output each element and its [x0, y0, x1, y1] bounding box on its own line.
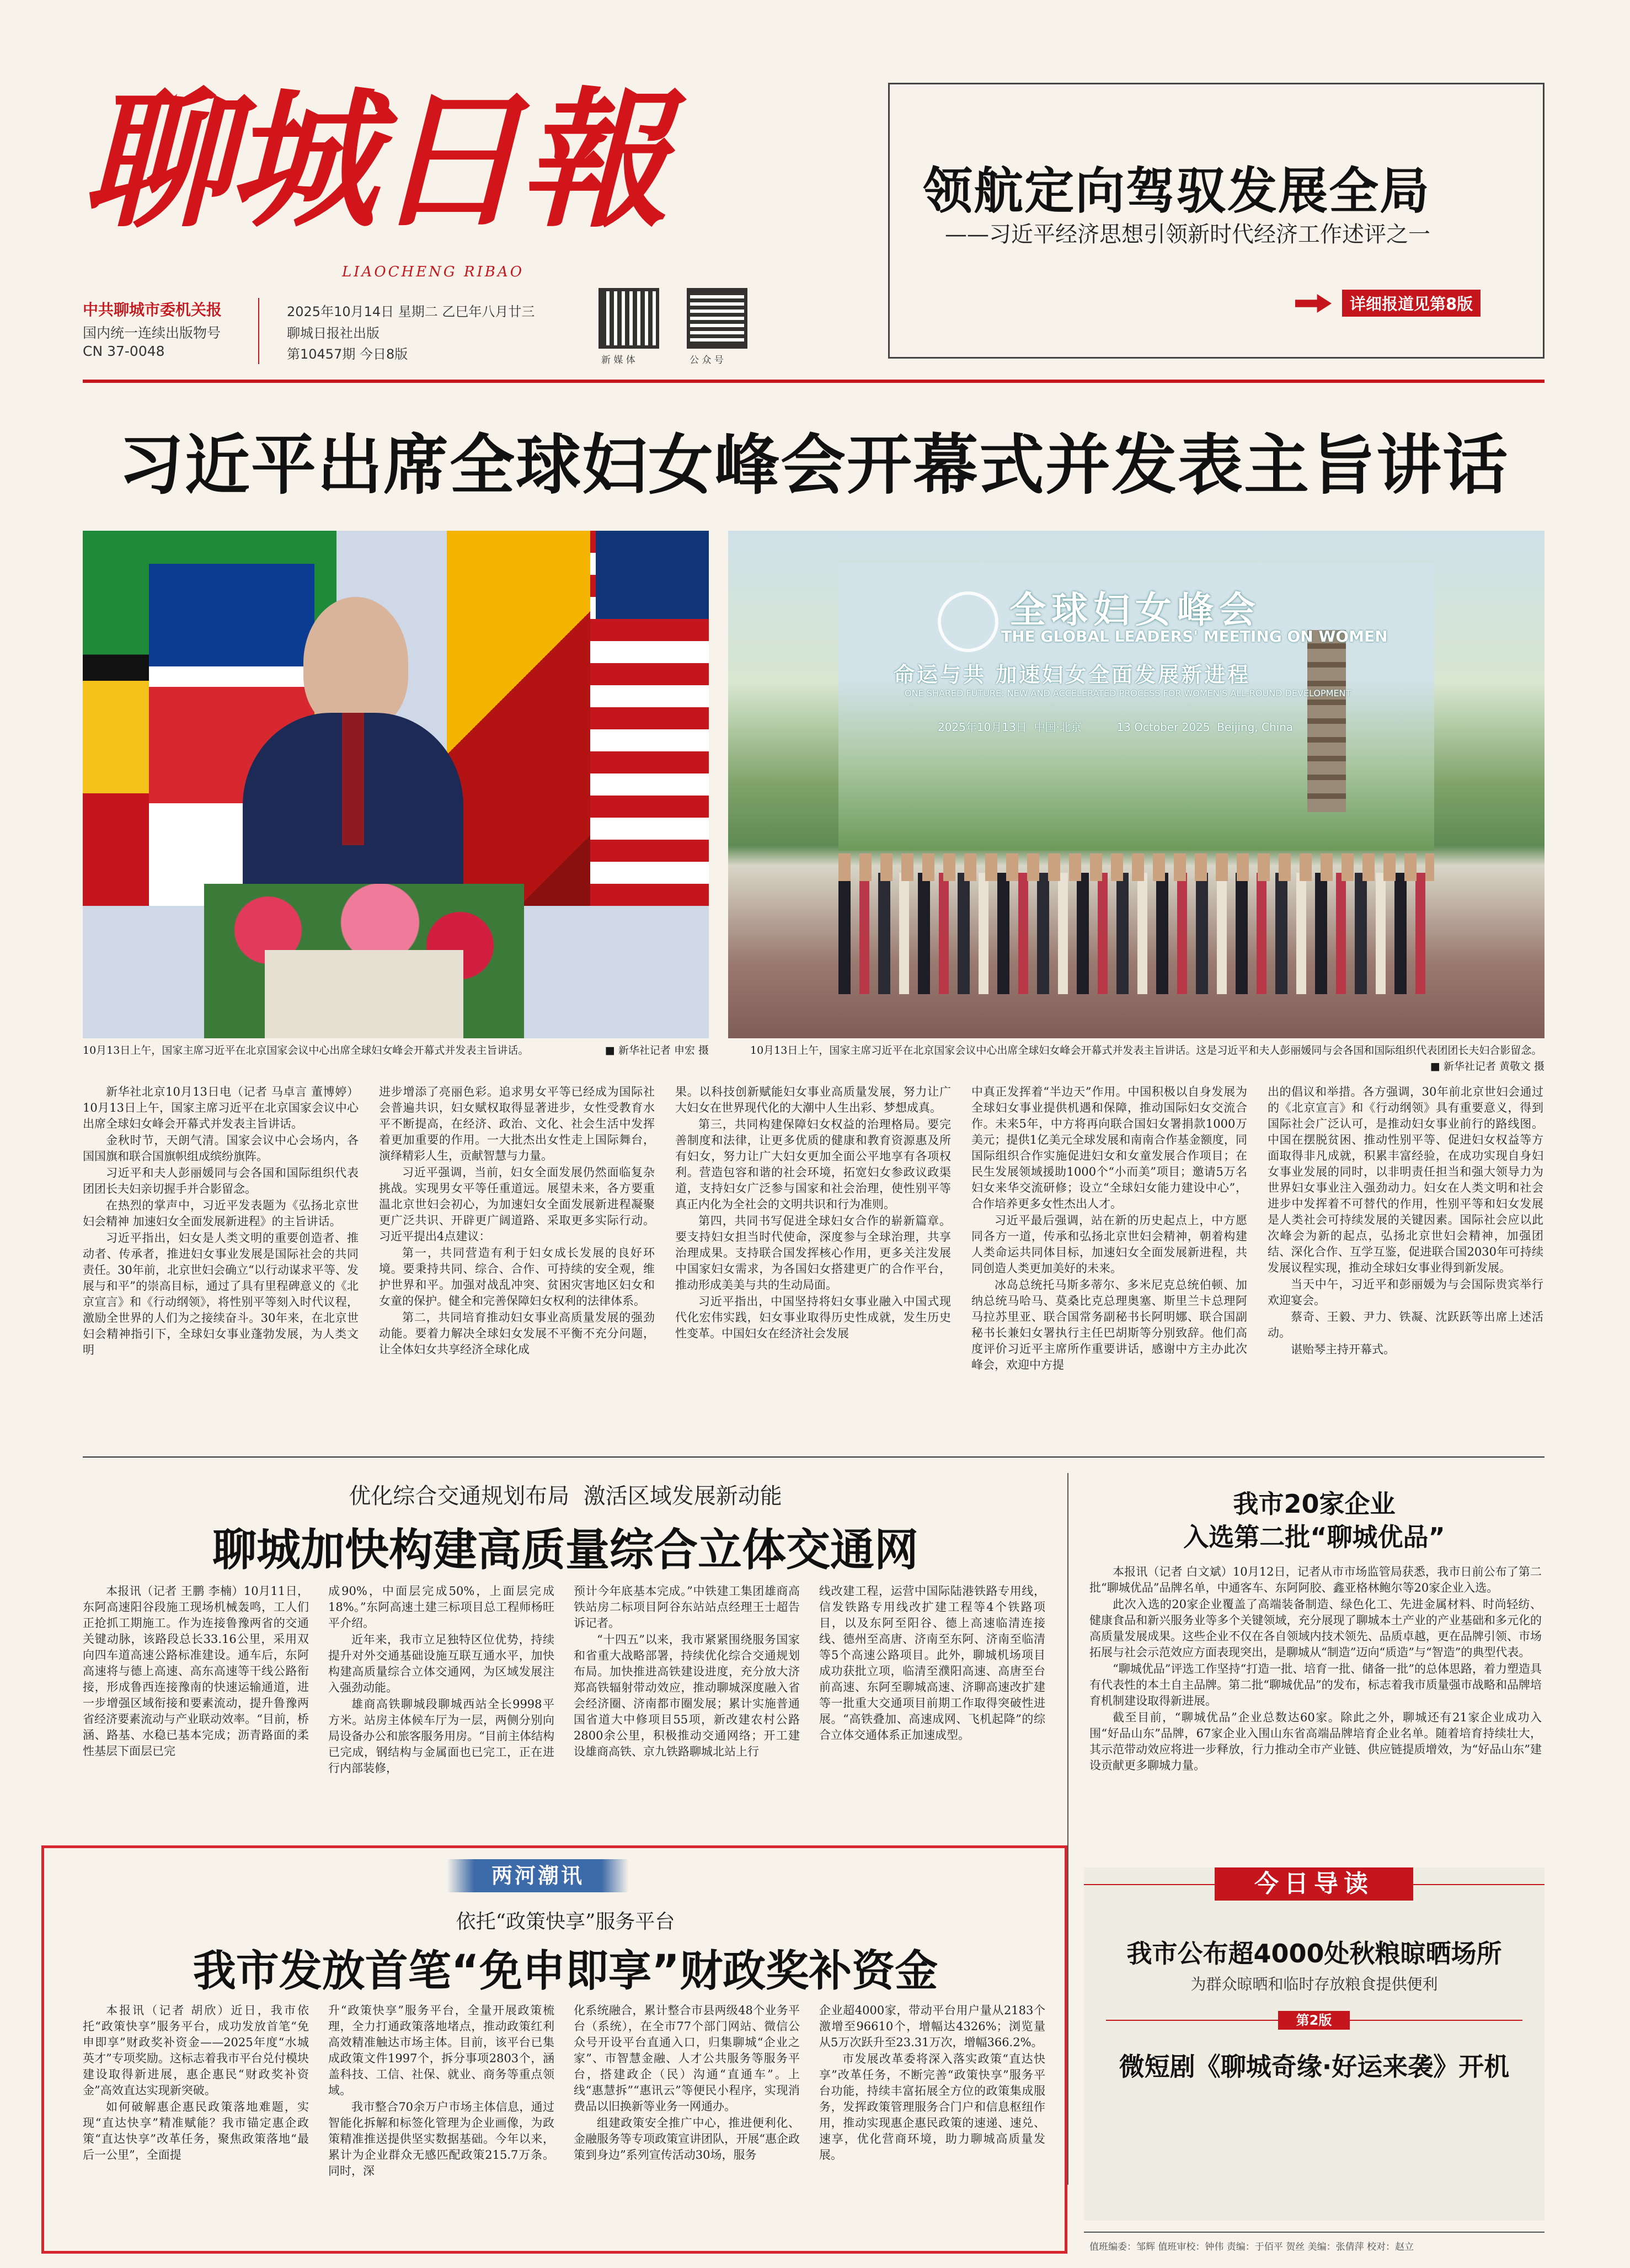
transport-headline[interactable]: 聊城加快构建高质量综合立体交通网 — [212, 1524, 918, 1576]
lead-para: 进步增添了亮丽色彩。追求男女平等已经成为国际社会普遍共识，妇女赋权取得显著进步，女性受教育水平不断提高，在经济、政治、文化、社会生活中发挥着更加重要的作用。一大批杰出女性走上国际舞台，演绎精彩人生，贡献智慧与力量。 — [379, 1085, 655, 1162]
transport-kicker: 优化综合交通规划布局 激活区域发展新动能 — [349, 1483, 782, 1509]
transport-para: 雄商高铁聊城段聊城西站全长9998平方米。站房主体候车厅为一层，两侧分别向局设备办公和旅客服务用房。“目前主体结构已完成，钢结构与金属面也已完工，正在进行内部装修， — [328, 1698, 554, 1775]
qr1-label: 新 媒 体 — [601, 355, 635, 366]
guide-item-2-title[interactable]: 微短剧《聊城奇缘·好运来袭》开机 — [1119, 2052, 1510, 2082]
finance-para: 我市整合70余万户市场主体信息，通过智能化拆解和标签化管理为企业画像，为政策精准推送提供坚实数据基础。今年以来，累计为企业群众无感匹配政策215.7万条。同时，深 — [328, 2100, 554, 2178]
logo-text: 聊城日報 — [83, 72, 665, 248]
masthead-pinyin: LIAOCHENG RIBAO — [342, 264, 525, 280]
guide-item-1-sub: 为群众晾晒和临时存放粮食提供便利 — [1190, 1975, 1438, 1993]
photo1-caption-text: 10月13日上午，国家主席习近平在北京国家会议中心出席全球妇女峰会开幕式并发表主旨讲话。 — [83, 1044, 529, 1056]
masthead-cn: CN 37-0048 — [83, 343, 165, 359]
today-guide — [1084, 1867, 1545, 2221]
lead-para: 谌贻琴主持开幕式。 — [1291, 1343, 1395, 1356]
youpin-para: 截至目前，“聊城优品”企业总数达60家。除此之外，聊城还有21家企业成功入围“好品山东”品牌，67家企业入围山东省高端品牌培育企业名单。随着培育持续壮大，其示范带动效应将进一步释放，行力推动全市产业链、供应链提质增效，为“好品山东”建设贡献更多聊城力量。 — [1089, 1711, 1542, 1772]
guide-title: 今日导读 — [1215, 1867, 1413, 1901]
transport-para: 成90%，中面层完成50%，上面层完成18%。”东阿高速土建三标项目总工程师杨旺平介绍。 — [328, 1584, 554, 1630]
lead-para: 出的倡议和举措。各方强调，30年前北京世妇会通过的《北京宣言》和《行动纲领》具有重要意义，得到国际社会广泛认可，是推动妇女事业前行的路线图。中国在摆脱贫困、推动性别平等、促进妇女权益等方面取得非凡成就，积累丰富经验，在成功实现自身妇女事业发展的同时，以非明责任担当和强大领导力为世界妇女事业注入强劲动力。妇女在人类文明和社会进步中发挥着不可替代的作用，性别平等和妇女发展是人类社会可持续发展的关键因素。国际社会应以此次峰会为新的起点，弘扬北京世妇会精神，加强团结、深化合作、互学互鉴，促进联合国2030年可持续发展议程实现，推动全球妇女事业得到新发展。 — [1268, 1085, 1543, 1274]
lead-para: 在热烈的掌声中，习近平发表题为《弘扬北京世妇会精神 加速妇女全面发展新进程》的主旨讲话。 — [83, 1199, 359, 1228]
column-tag-text: 两河潮讯 — [491, 1864, 584, 1888]
summit-logo-icon — [938, 591, 998, 652]
photo-group-summit — [728, 531, 1545, 1038]
lead-para: 新华社北京10月13日电（记者 马卓言 董博婷）10月13日上午，国家主席习近平在北京国家会议中心出席全球妇女峰会开幕式并发表主旨讲话。 — [83, 1085, 359, 1130]
lead-col-1 — [83, 1084, 359, 1359]
banner-cn: 全球妇女峰会 — [1009, 589, 1261, 631]
transport-para: 预计今年底基本完成。”中铁建工集团雄商高铁站房二标项目阿谷东站站点经理王士超告诉记者。 — [574, 1584, 800, 1630]
youpin-headline-1[interactable]: 我市20家企业 — [1233, 1489, 1396, 1519]
lead-para: 金秋时节，天朗气清。国家会议中心会场内，各国国旗和联合国旗帜组成缤纷旗阵。 — [83, 1134, 359, 1163]
lead-body — [83, 1084, 1545, 1448]
transport-col-4 — [819, 1583, 1045, 1744]
lead-para: 果。以科技创新赋能妇女事业高质量发展，努力让广大妇女在世界现代化的大潮中人生出彩、梦想成真。 — [675, 1085, 951, 1114]
finance-col-2 — [328, 2003, 554, 2180]
finance-headline[interactable]: 我市发放首笔“免申即享”财政奖补资金 — [193, 1946, 938, 1996]
lead-col-5 — [1268, 1084, 1543, 1358]
banner-date: 2025年10月13日 中国·北京 13 October 2025 Beijing, China — [938, 721, 1294, 734]
lead-para: 第一，共同营造有利于妇女成长发展的良好环境。要秉持共同、综合、合作、可持续的安全观，维护世界和平。加强对战乱冲突、贫困灾害地区妇女和女童的保护。健全和完善保障妇女权利的法律体系。 — [379, 1246, 655, 1308]
finance-col-4 — [819, 2003, 1045, 2164]
lead-para: 冰岛总统托马斯多蒂尔、多米尼克总统伯顿、加纳总统马哈马、莫桑比克总理奥塞、斯里兰卡总理阿马拉苏里亚、联合国常务副秘书长阿明娜、联合国副秘书长兼妇女署执行主任巴胡斯等分别致辞。他们高度评价习近平主席所作重要讲话，感谢中方主办此次峰会，欢迎中方提 — [971, 1278, 1247, 1372]
arrow-right-icon — [1295, 294, 1332, 313]
lead-para: 当天中午，习近平和彭丽媛为与会国际贵宾举行欢迎宴会。 — [1268, 1278, 1543, 1307]
qr-code-icon[interactable] — [687, 288, 747, 349]
lead-col-2 — [379, 1084, 655, 1358]
lead-para: 第二，共同培育推动妇女事业高质量发展的强劲动能。要着力解决全球妇女发展不平衡不充分问题，让全体妇女共享经济全球化成 — [379, 1311, 655, 1356]
finance-para: 化系统融合，累计整合市县两级48个业务平台（系统），在全市77个部门网站、微信公众号开设平台直通入口，归集聊城“企业之家”、市智慧金融、人才公共服务等服务平台，搭建政企（民）沟通“直通车”。上线“惠慧拆”“惠讯云”等便民小程序，实现消费品以旧换新等业务一网通办。 — [574, 2004, 800, 2113]
banner-en: THE GLOBAL LEADERS' MEETING ON WOMEN — [1001, 627, 1388, 645]
lead-para: 蔡奇、王毅、尹力、铁凝、沈跃跃等出席上述活动。 — [1268, 1310, 1543, 1340]
transport-para: 本报讯（记者 王鹏 李楠）10月11日，东阿高速阳谷段施工现场机械轰鸣，工人们正抢抓工期施工。作为连接鲁豫两省的交通关键动脉，该路段总长33.16公里，采用双向四车道高速公路标准建设。通车后，东阿高速将与德上高速、高东高速等干线公路衔接，形成鲁西连接豫南的快速运输通道，进一步增强区域衔接和要素流动，提升鲁豫两省经济要素流动与产业联动效率。“目前，桥涵、路基、水稳已基本完成；沥青路面的柔性基层下面层已完 — [83, 1584, 309, 1758]
youpin-para: 本报讯（记者 白文斌）10月12日，记者从市市场监管局获悉，我市日前公布了第二批“聊城优品”品牌名单，中通客车、东阿阿胶、鑫亚格林鲍尔等20家企业入选。 — [1089, 1565, 1542, 1594]
lead-para: 习近平强调，当前，妇女全面发展仍然面临复杂挑战。实现男女平等任重道远。展望未来，各方要重温北京世妇会初心，为加速妇女全面发展新进程凝聚更广泛共识、开辟更广阔道路、采取更多实际行动。习近平提出4点建议： — [379, 1166, 655, 1243]
youpin-headline-2[interactable]: 入选第二批“聊城优品” — [1183, 1522, 1445, 1552]
photo1-caption — [83, 1043, 709, 1059]
lead-para: 中真正发挥着“半边天”作用。中国积极以自身发展为全球妇女事业提供机遇和保障，推动国际妇女交流合作。未来5年，中方将再向联合国妇女署捐款1000万美元；提供1亿美元全球发展和南南合作基金额度，同国际组织合作实施促进妇女和女童发展合作项目；在民生发展领域援助1000个“小而美”项目；邀请5万名妇女来华交流研修；设立“全球妇女能力建设中心”，合作培养更多女性杰出人才。 — [971, 1085, 1247, 1210]
lead-para: 习近平最后强调，站在新的历史起点上，中方愿同各方一道，传承和弘扬北京世妇会精神，朝着构建人类命运共同体目标，加速妇女全面发展新进程，共同创造人类更加美好的未来。 — [971, 1214, 1247, 1275]
transport-para: 线改建工程，运营中国际陆港铁路专用线，信发铁路专用线改扩建工程等4个铁路项目，以及东阿至阳谷、德上高速临清连接线、德州至高唐、济南至东阿、济南至临清等5个高速公路项目。此外，聊城机场项目成功获批立项，临清至濮阳高速、高唐至台前高速、东阿至聊城高速、济聊高速改扩建等一批重大交通项目前期工作取得突破性进展。“高铁叠加、高速成网、飞机起降”的综合立体交通体系正加速成型。 — [819, 1584, 1045, 1742]
youpin-para: 此次入选的20家企业覆盖了高端装备制造、绿色化工、先进金属材料、时尚轻纺、健康食品和新兴服务业等多个关键领域，充分展现了聊城本土产业的产业基础和多元化的高质量发展成果。这些企业不仅在各自领域内技术领先、品质卓越，更在品牌引领、市场拓展与社会示范效应方面表现突出，是聊城从“制造”迈向“质造”与“智造”的典型代表。 — [1089, 1598, 1542, 1659]
lead-col-4 — [971, 1084, 1247, 1374]
finance-para: 企业超4000家，带动平台用户量从2183个激增至96610个，增幅达4326%；浏览量从5万次跃升至23.31万次，增幅366.2%。 — [819, 2004, 1045, 2049]
lead-para: 习近平指出，妇女是人类文明的重要创造者、推动者、传承者，推进妇女事业发展是国际社会的共同责任。30年前，北京世妇会确立“以行动谋求平等、发展与和平”的崇高目标，通过了具有里程碑意义的《北京宣言》和《行动纲领》，将性别平等刻入时代议程，激励全世界的人们为之接续奋斗。30年来，在北京世妇会精神指引下，全球妇女事业蓬勃发展，为人类文明 — [83, 1231, 359, 1357]
finance-para: 升“政策快享”服务平台，全量开展政策梳理，全力打通政策落地堵点，推动政策红利高效精准触达市场主体。目前，该平台已集成政策文件1997个，拆分事项2803个，涵盖科技、工信、社保、就业、商务等重点领域。 — [328, 2004, 554, 2097]
lead-para: 第四，共同书写促进全球妇女合作的崭新篇章。要支持妇女担当时代使命，深度参与全球治理，共享治理成果。支持联合国发挥核心作用，更多关注发展中国家妇女需求，为各国妇女搭建更广的合作平台，推动形成美美与共的生动局面。 — [675, 1214, 951, 1292]
photo2-caption-text: 10月13日上午，国家主席习近平在北京国家会议中心出席全球妇女峰会开幕式并发表主旨讲话。这是习近平和夫人彭丽媛同与会各国和国际组织代表团团长夫妇合影留念。 — [750, 1044, 1542, 1056]
finance-col-1 — [83, 2003, 309, 2164]
photo1-credit: ■ 新华社记者 申宏 摄 — [605, 1044, 709, 1056]
detail-link[interactable]: 详细报道见第8版 — [1342, 290, 1481, 317]
transport-para: “十四五”以来，我市紧紧围绕服务国家和省重大战略部署，持续优化综合交通规划布局。加快推进高铁建设进度，充分放大济郑高铁辐射带动效应，推动聊城深度融入省会经济圈、济南都市圈发展；累计实施普通国省道大中修项目55项，新改建农村公路2800余公里，积极推动交通网络；开工建设雄商高铁、京九铁路聊城北站上行 — [574, 1633, 800, 1758]
header-headline[interactable]: 领航定向驾驭发展全局 — [923, 162, 1430, 220]
lead-col-3 — [675, 1084, 951, 1342]
guide-page-tag[interactable]: 第2版 — [1278, 2011, 1350, 2030]
header-subhead: ——习近平经济思想引领新时代经济工作述评之一 — [945, 222, 1430, 247]
transport-para: 近年来，我市立足独特区位优势，持续提升对外交通基础设施互联互通水平，加快构建高质量综合立体交通网，为区域发展注入强劲动能。 — [328, 1633, 554, 1694]
masthead-issue: 第10457期 今日8版 — [287, 346, 408, 362]
transport-col-3 — [574, 1583, 800, 1760]
masthead-logo — [83, 72, 739, 254]
youpin-para: “聊城优品”评选工作坚持“打造一批、培育一批、储备一批”的总体思路，着力塑造具有代表性的本土自主品牌。第二批“聊城优品”的发布，标志着我市质量强市战略和品牌培育机制建设取得新进展。 — [1089, 1662, 1542, 1707]
photo2-credit: ■ 新华社记者 黄敬文 摄 — [1430, 1060, 1545, 1072]
header-feature-box — [888, 83, 1545, 359]
finance-body — [83, 2003, 1048, 2240]
youpin-body — [1089, 1564, 1542, 1774]
banner-theme-en: ONE SHARED FUTURE: NEW AND ACCELERATED PROCESS FOR WOMEN'S ALL-ROUND DEVELOPMENT — [905, 688, 1351, 698]
lead-para: 第三，共同构建保障妇女权益的治理格局。要完善制度和法律，让更多优质的健康和教育资源惠及所有妇女，努力让广大妇女更加全面公平地享有各项权利。营造包容和谐的社会环境，拓宽妇女参政议政渠道，支持妇女广泛参与国家和社会治理，使性别平等真正内化为全社会的文明共识和行为准则。 — [675, 1118, 951, 1211]
finance-para: 市发展改革委将深入落实政策“直达快享”改革任务，不断完善“政策快享”服务平台功能，持续丰富拓展全方位的政策集成服务，发挥政策管理服务合门户和信息枢纽作用，推动实现惠企惠民政策的速递、速兑、速享，优化营商环境，助力聊城高质量发展。 — [819, 2052, 1045, 2162]
masthead-serial: 国内统一连续出版物号 — [83, 325, 221, 341]
finance-col-3 — [574, 2003, 800, 2164]
transport-body — [83, 1583, 1048, 1859]
photo2-caption — [750, 1043, 1545, 1075]
masthead-date: 2025年10月14日 星期二 乙巳年八月廿三 — [287, 304, 535, 319]
finance-kicker: 依托“政策快享”服务平台 — [456, 1911, 675, 1933]
photo-xi-speech — [83, 531, 709, 1038]
masthead-org: 中共聊城市委机关报 — [83, 301, 222, 319]
column-tag — [447, 1859, 629, 1892]
lead-para: 习近平和夫人彭丽媛同与会各国和国际组织代表团团长夫妇亲切握手并合影留念。 — [83, 1166, 359, 1196]
finance-para: 组建政策安全推广中心，推进便利化、金融服务等专项政策宣讲团队，开展“惠企政策到身边”系列宣传活动30场，服务 — [574, 2116, 800, 2162]
qr-code-icon[interactable] — [598, 288, 659, 349]
finance-para: 本报讯（记者 胡欣）近日，我市依托“政策快享”服务平台，成功发放首笔“免申即享”财政奖补资金——2025年度“水城英才”专项奖励。这标志着我市平台兑付模块建设取得新进展，惠企惠民“财政奖补资金”高效直达实现新突破。 — [83, 2004, 309, 2097]
transport-col-1 — [83, 1583, 309, 1760]
qr2-label: 公 众 号 — [690, 355, 724, 366]
masthead-publisher: 聊城日报社出版 — [287, 325, 380, 341]
footer-credits: 值班编委：邹辉 值班审校：钟伟 责编：于佰平 贺丝 美编：张倩萍 校对：赵立 — [1089, 2242, 1414, 2253]
finance-para: 如何破解惠企惠民政策落地难题，实现“直达快享”精准赋能？我市锚定惠企政策“直达快享”改革任务，聚焦政策落地“最后一公里”，全面提 — [83, 2100, 309, 2162]
guide-item-1-title[interactable]: 我市公布超4000处秋粮晾晒场所 — [1126, 1939, 1502, 1968]
banner-theme: 命运与共 加速妇女全面发展新进程 — [894, 663, 1251, 687]
lead-headline[interactable]: 习近平出席全球妇女峰会开幕式并发表主旨讲话 — [118, 427, 1509, 503]
transport-col-2 — [328, 1583, 554, 1777]
lead-para: 习近平指出，中国坚持将妇女事业融入中国式现代化宏伟实践，妇女事业取得历史性成就，发生历史性变革。中国妇女在经济社会发展 — [675, 1295, 951, 1340]
